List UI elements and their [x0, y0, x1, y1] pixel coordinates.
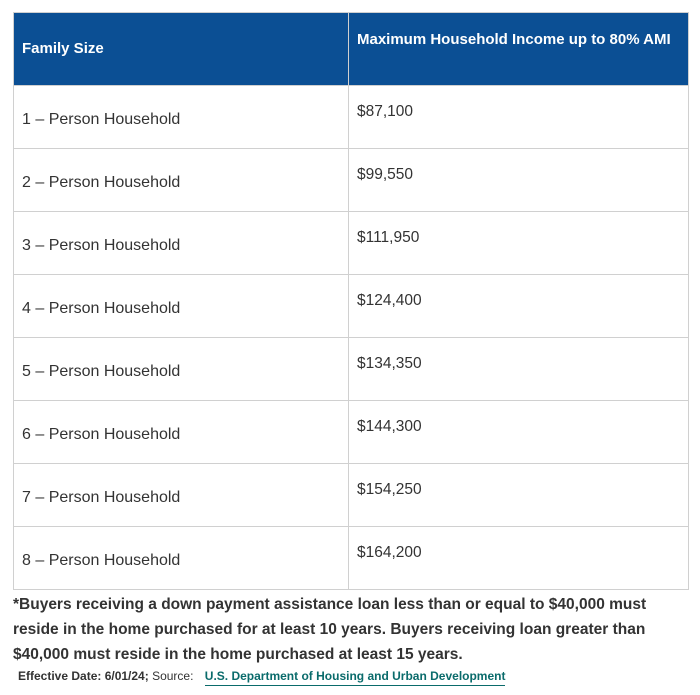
family-size-cell: 3 – Person Household — [14, 212, 349, 275]
income-cell: $111,950 — [349, 212, 689, 275]
family-size-cell: 6 – Person Household — [14, 401, 349, 464]
table-row — [14, 527, 689, 590]
table-row — [14, 86, 689, 149]
table-row — [14, 401, 689, 464]
source-label: Source: — [152, 669, 194, 683]
header-family-size: Family Size — [14, 13, 349, 86]
table-row — [14, 338, 689, 401]
family-size-cell: 7 – Person Household — [14, 464, 349, 527]
income-cell: $164,200 — [349, 527, 689, 590]
hud-source-link[interactable]: U.S. Department of Housing and Urban Development — [205, 669, 506, 686]
income-limits-section — [13, 12, 688, 683]
income-cell: $134,350 — [349, 338, 689, 401]
family-size-cell: 2 – Person Household — [14, 149, 349, 212]
income-cell: $87,100 — [349, 86, 689, 149]
income-limits-table — [13, 12, 689, 590]
income-cell: $124,400 — [349, 275, 689, 338]
table-row — [14, 275, 689, 338]
table-row — [14, 464, 689, 527]
effective-date-line — [13, 669, 688, 683]
table-row — [14, 149, 689, 212]
family-size-cell: 5 – Person Household — [14, 338, 349, 401]
income-cell: $99,550 — [349, 149, 689, 212]
family-size-cell: 1 – Person Household — [14, 86, 349, 149]
header-max-income: Maximum Household Income up to 80% AMI — [349, 13, 689, 86]
income-cell: $154,250 — [349, 464, 689, 527]
family-size-cell: 4 – Person Household — [14, 275, 349, 338]
table-row — [14, 212, 689, 275]
family-size-cell: 8 – Person Household — [14, 527, 349, 590]
effective-date-label: Effective Date: 6/01/24; — [18, 669, 149, 683]
income-cell: $144,300 — [349, 401, 689, 464]
residency-footnote: *Buyers receiving a down payment assistance loan less than or equal to $40,000 must reside in the home purchased for at least 10 years. Buyers receiving loan greater than $40,000 must reside in the home purchased at least 15 years. — [13, 596, 647, 663]
table-header-row — [14, 13, 689, 86]
